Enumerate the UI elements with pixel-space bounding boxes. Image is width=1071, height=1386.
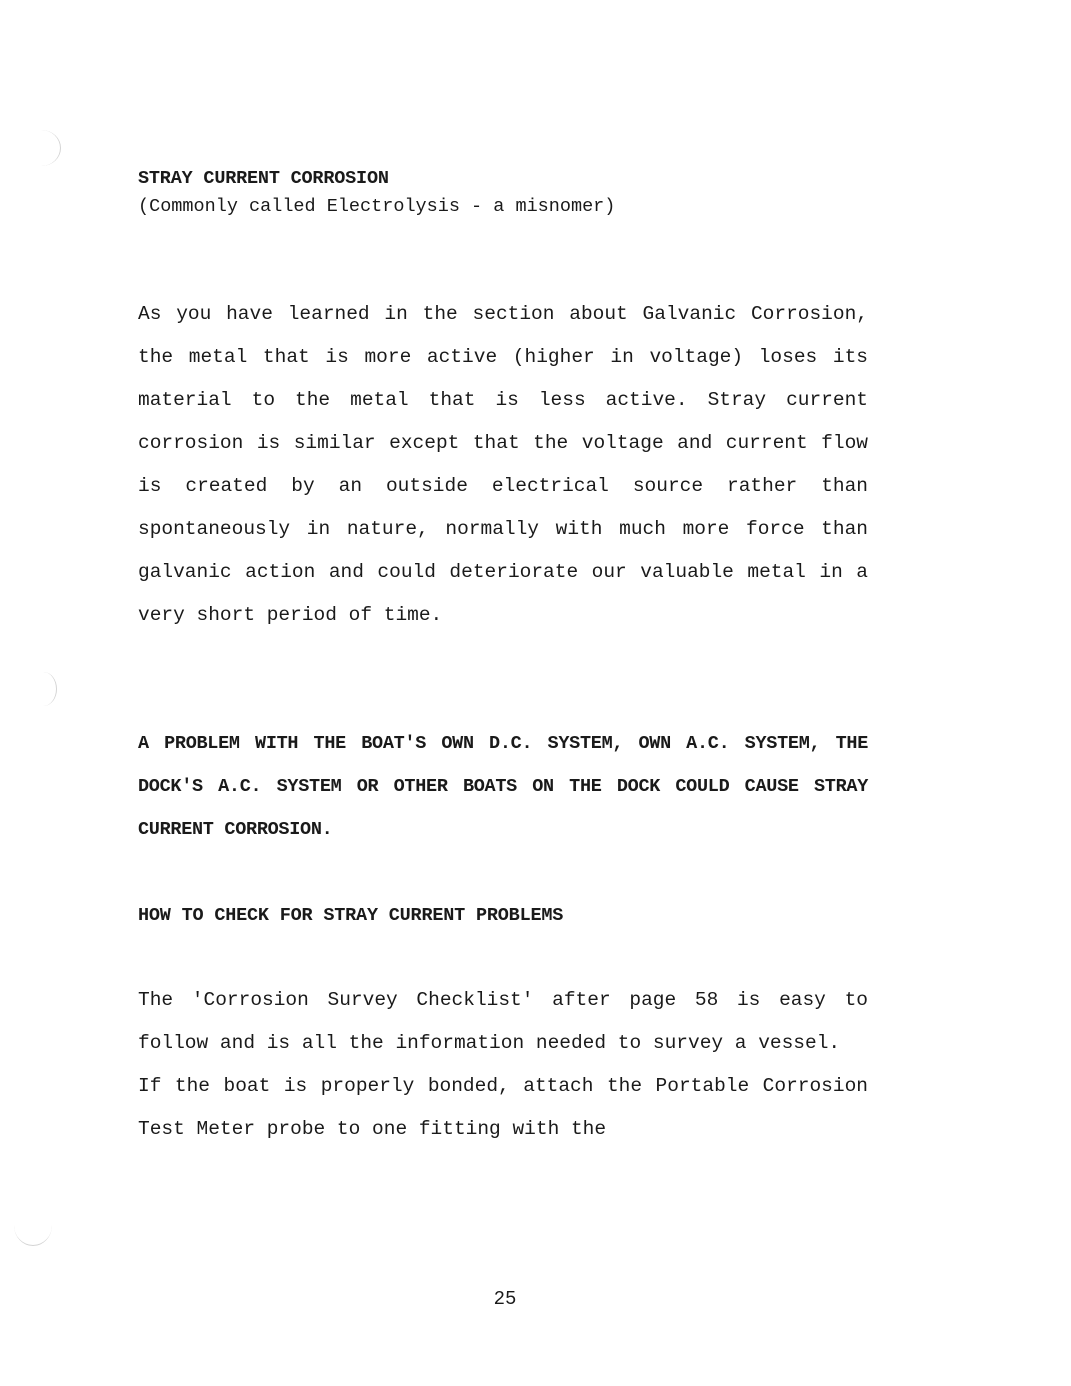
- check-heading-block: [138, 904, 868, 928]
- test-meter-paragraph: If the boat is properly bonded, attach the Portable Corrosion Test Meter probe to one fitting with the: [138, 1075, 868, 1140]
- title-block: [138, 167, 868, 219]
- punch-hole-mark: [30, 672, 57, 706]
- punch-hole-mark: [22, 130, 61, 166]
- warning-block: [138, 722, 868, 851]
- warning-paragraph: A PROBLEM WITH THE BOAT'S OWN D.C. SYSTEM, OWN A.C. SYSTEM, THE DOCK'S A.C. SYSTEM OR OTHER BOATS ON THE DOCK COULD CAUSE STRAY CURRENT CORROSION.: [138, 733, 868, 840]
- section-title: STRAY CURRENT CORROSION: [138, 168, 389, 189]
- intro-paragraph-block: [138, 293, 868, 637]
- survey-paragraph: The 'Corrosion Survey Checklist' after page 58 is easy to follow and is all the information needed to survey a vessel.: [138, 989, 868, 1054]
- intro-paragraph: As you have learned in the section about Galvanic Corrosion, the metal that is more active (higher in voltage) loses its material to the metal that is less active. Stray current corrosion is similar except that the voltage and current flow is created by an outside electrical source rather than spontaneously in nature, normally with much more force than galvanic action and could deteriorate our valuable metal in a very short period of time.: [138, 303, 868, 626]
- survey-paragraph-block: [138, 979, 868, 1151]
- punch-hole-mark: [14, 1205, 52, 1246]
- check-heading: HOW TO CHECK FOR STRAY CURRENT PROBLEMS: [138, 905, 564, 926]
- section-subtitle: (Commonly called Electrolysis - a misnomer): [138, 196, 616, 217]
- page-number: 25: [493, 1288, 517, 1310]
